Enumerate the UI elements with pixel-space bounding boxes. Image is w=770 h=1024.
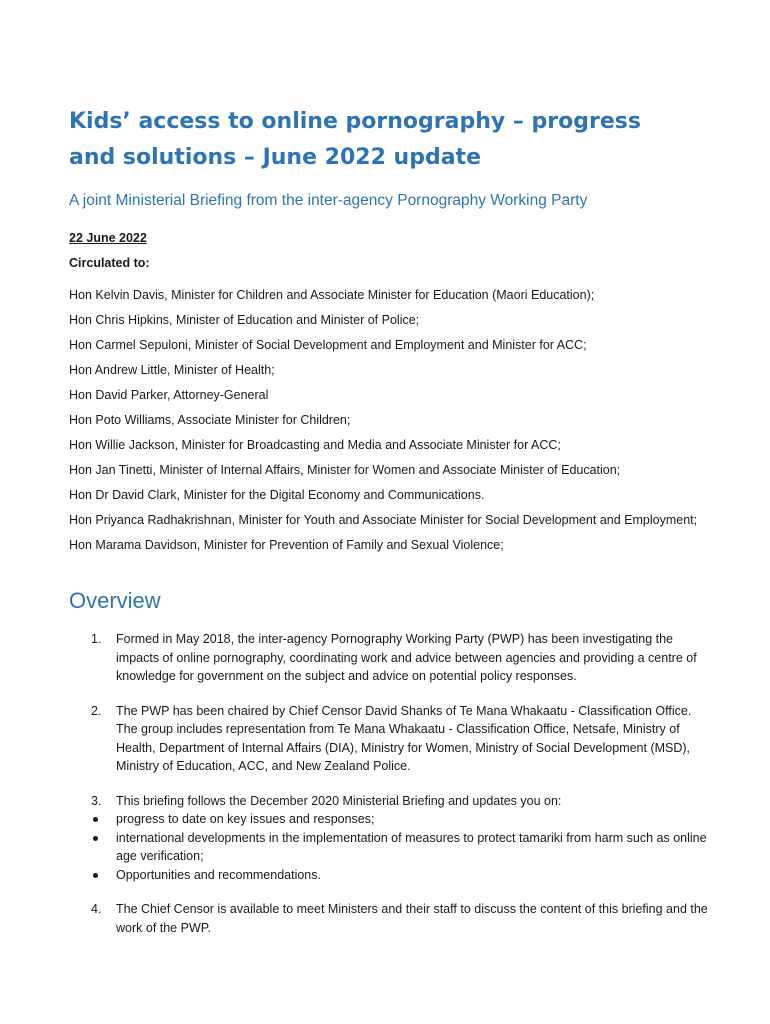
- minister-item: Hon Andrew Little, Minister of Health;: [69, 363, 275, 377]
- numbered-point: [69, 900, 709, 937]
- bullet-text: international developments in the implementation of measures to protect tamariki from harm such as online age verification;: [116, 830, 707, 863]
- bullet-text: Opportunities and recommendations.: [116, 867, 321, 882]
- document-title: [69, 104, 719, 176]
- minister-item: Hon Chris Hipkins, Minister of Education and Minister of Police;: [69, 313, 420, 327]
- bullet-icon: [93, 817, 98, 822]
- numbered-point: [69, 630, 709, 686]
- minister-item: Hon Kelvin Davis, Minister for Children and Associate Minister for Education (Maori Education);: [69, 288, 595, 302]
- minister-item: Hon Jan Tinetti, Minister of Internal Affairs, Minister for Women and Associate Minister of Education;: [69, 463, 621, 477]
- overview-points: [69, 630, 709, 953]
- point-number: 4.: [91, 902, 102, 916]
- point-text: The PWP has been chaired by Chief Censor David Shanks of Te Mana Whakaatu - Classification Office. The group includes representation from Te Mana Whakaatu - Classification Office, Netsafe, Ministry of Health, Department of Internal Affairs (DIA), Ministry for Women, Ministry of Social Development (MSD), Ministry of Education, ACC, and New Zealand Police.: [116, 703, 692, 773]
- document-subtitle: A joint Ministerial Briefing from the inter-agency Pornography Working Party: [69, 192, 588, 209]
- minister-item: Hon Poto Williams, Associate Minister for Children;: [69, 413, 351, 427]
- bullet-item: [69, 810, 709, 829]
- circulated-label: Circulated to:: [69, 256, 150, 270]
- minister-list: [69, 286, 709, 561]
- numbered-point: [69, 702, 709, 776]
- bullet-list: [69, 810, 709, 884]
- point-number: 2.: [91, 703, 102, 718]
- title-line-1: Kids’ access to online pornography – progress: [69, 109, 641, 134]
- bullet-item: [69, 866, 709, 885]
- minister-item: Hon Dr David Clark, Minister for the Digital Economy and Communications.: [69, 488, 485, 502]
- point-number: 3.: [91, 793, 102, 808]
- bullet-icon: [93, 873, 98, 878]
- overview-heading: Overview: [69, 588, 161, 613]
- bullet-text: progress to date on key issues and responses;: [116, 812, 375, 826]
- minister-item: Hon Carmel Sepuloni, Minister of Social Development and Employment and Minister for ACC;: [69, 338, 587, 352]
- minister-item: Hon Marama Davidson, Minister for Prevention of Family and Sexual Violence;: [69, 538, 504, 552]
- point-text: Formed in May 2018, the inter-agency Pornography Working Party (PWP) has been investigating the impacts of online pornography, coordinating work and advice between agencies and providing a centre of knowledge for government on the subject and advice on potential policy responses.: [116, 632, 697, 683]
- point-text: The Chief Censor is available to meet Ministers and their staff to discuss the content of this briefing and the work of the PWP.: [116, 902, 708, 935]
- title-line-2: and solutions – June 2022 update: [69, 145, 481, 170]
- point-number: 1.: [91, 632, 102, 646]
- briefing-date: 22 June 2022: [69, 231, 147, 245]
- minister-item: Hon David Parker, Attorney-General: [69, 388, 269, 402]
- bullet-item: [69, 829, 709, 866]
- minister-item: Hon Priyanca Radhakrishnan, Minister for Youth and Associate Minister for Social Development and Employment;: [69, 513, 698, 527]
- bullet-icon: [93, 836, 98, 841]
- numbered-point: [69, 792, 709, 811]
- point-text: This briefing follows the December 2020 Ministerial Briefing and updates you on:: [116, 793, 562, 808]
- minister-item: Hon Willie Jackson, Minister for Broadcasting and Media and Associate Minister for ACC;: [69, 438, 561, 452]
